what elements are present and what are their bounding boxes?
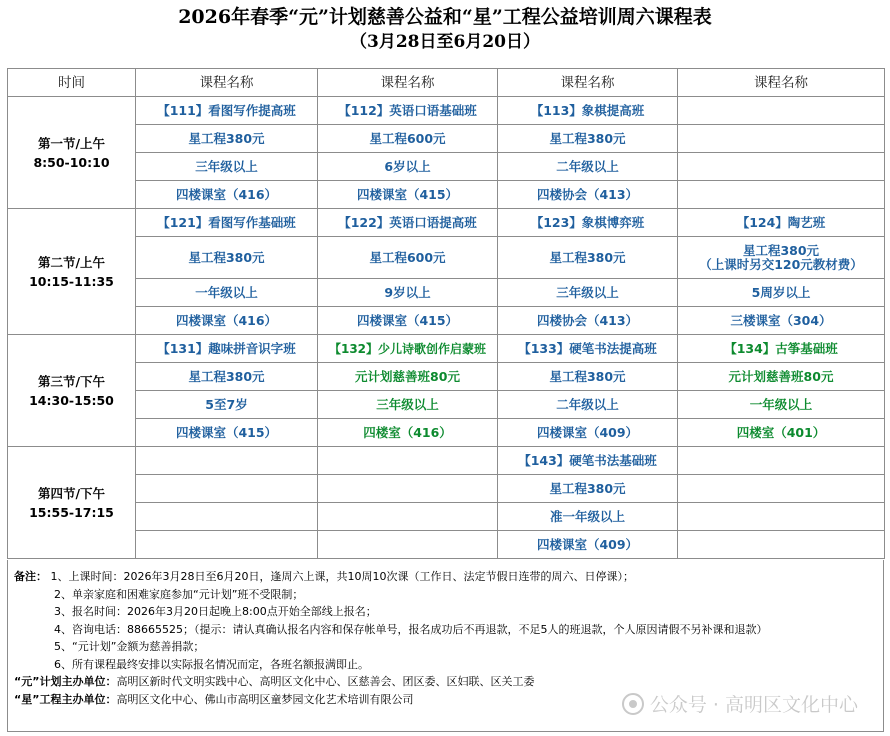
header-course-3: 课程名称: [498, 69, 678, 97]
session-2-room-row: [8, 307, 885, 335]
session-3-hours: 14:30-15:50: [29, 392, 114, 408]
page-title: 2026年春季“元”计划慈善公益和“星”工程公益培训周六课程表: [178, 6, 712, 28]
course-age: 二年级以上: [498, 153, 678, 181]
note-item-1: [14, 568, 877, 586]
course-room: 四楼协会（413）: [498, 181, 678, 209]
course-name: 【132】少儿诗歌创作启蒙班: [318, 335, 498, 363]
course-fee: 星工程380元: [136, 363, 318, 391]
course-name: 【121】看图写作基础班: [136, 209, 318, 237]
session-1-fee-row: [8, 125, 885, 153]
course-fee: 星工程600元: [318, 237, 498, 279]
notes-label: 备注：: [14, 570, 47, 583]
course-age: 三年级以上: [318, 391, 498, 419]
session-2-fee-row: [8, 237, 885, 279]
session-3-time: [8, 335, 136, 447]
note-item-4: [14, 621, 877, 639]
course-room: 四楼协会（413）: [498, 307, 678, 335]
course-name: 【122】英语口语提高班: [318, 209, 498, 237]
course-age: 一年级以上: [136, 279, 318, 307]
course-room: 四楼课室（415）: [318, 181, 498, 209]
course-room: [678, 181, 885, 209]
course-room: 四楼课室（415）: [318, 307, 498, 335]
course-room: 四楼课室（416）: [136, 181, 318, 209]
course-age: 二年级以上: [498, 391, 678, 419]
organizer-yuan: [14, 673, 877, 691]
note-text: 4、咨询电话：88665525；（提示：请认真确认报名内容和保存帐单号，报名成功后不再退款，不足5人的班退款，个人原因请假不另补课和退款）: [54, 622, 768, 636]
course-age: [318, 503, 498, 531]
course-name: 【111】看图写作提高班: [136, 97, 318, 125]
session-2-name-row: [8, 209, 885, 237]
schedule-table: [7, 68, 885, 559]
session-2-age-row: [8, 279, 885, 307]
session-1-hours: 8:50-10:10: [33, 154, 110, 170]
course-room: 四楼课室（409）: [498, 419, 678, 447]
course-age: 三年级以上: [498, 279, 678, 307]
session-4-label: 第四节/下午: [37, 485, 106, 501]
header-course-4: 课程名称: [678, 69, 885, 97]
session-4-age-row: [8, 503, 885, 531]
session-3-age-row: [8, 391, 885, 419]
organizer-xing-label: “星”工程主办单位：: [14, 692, 117, 706]
course-age: 5周岁以上: [678, 279, 885, 307]
course-room: 四楼室（416）: [318, 419, 498, 447]
session-4-name-row: [8, 447, 885, 475]
session-3-label: 第三节/下午: [37, 373, 106, 389]
session-1-time: [8, 97, 136, 209]
note-item-6: 6、所有课程最终安排以实际报名情况而定，各班名额报满即止。: [54, 657, 369, 671]
wechat-logo-icon: [622, 693, 644, 715]
course-name: 【113】象棋提高班: [498, 97, 678, 125]
course-name: [678, 97, 885, 125]
course-age: 准一年级以上: [498, 503, 678, 531]
course-fee: 星工程380元: [136, 125, 318, 153]
course-age: 6岁以上: [318, 153, 498, 181]
course-age: 一年级以上: [678, 391, 885, 419]
course-name: 【131】趣味拼音识字班: [136, 335, 318, 363]
course-fee: 星工程380元: [742, 242, 820, 258]
note-item-3: 3、报名时间：2026年3月20日起晚上8:00点开始全部线上报名；: [54, 605, 377, 618]
note-item-2: 2、单亲家庭和困难家庭参加“元计划”班不受限制；: [54, 587, 304, 601]
course-fee: [318, 475, 498, 503]
course-room: 三楼课室（304）: [678, 307, 885, 335]
course-fee: 元计划慈善班80元: [678, 363, 885, 391]
watermark: [622, 690, 858, 717]
course-name: 【123】象棋博弈班: [498, 209, 678, 237]
course-age: 三年级以上: [136, 153, 318, 181]
course-name: 【143】硬笔书法基础班: [498, 447, 678, 475]
header-time: 时间: [8, 69, 136, 97]
session-2-hours: 10:15-11:35: [29, 273, 114, 289]
course-name: 【124】陶艺班: [678, 209, 885, 237]
course-room: 四楼课室（409）: [498, 531, 678, 559]
course-room: [678, 531, 885, 559]
course-room: [136, 531, 318, 559]
course-fee: 星工程380元: [498, 363, 678, 391]
course-room: 四楼课室（415）: [136, 419, 318, 447]
organizer-yuan-label: “元”计划主办单位：: [14, 675, 117, 688]
page-subtitle: （3月28日至6月20日）: [350, 32, 540, 52]
course-fee: 元计划慈善班80元: [318, 363, 498, 391]
session-4-room-row: [8, 531, 885, 559]
course-fee: 星工程380元: [498, 237, 678, 279]
course-name: 【133】硬笔书法提高班: [498, 335, 678, 363]
session-1-label: 第一节/上午: [37, 135, 106, 151]
course-fee-note: （上课时另交120元教材费）: [699, 256, 863, 272]
organizer-yuan-text: 高明区新时代文明实践中心、高明区文化中心、区慈善会、团区委、区妇联、区关工委: [116, 675, 535, 688]
course-age: [136, 503, 318, 531]
session-1-name-row: [8, 97, 885, 125]
course-fee: [678, 475, 885, 503]
course-age: 5至7岁: [136, 391, 318, 419]
course-fee: [136, 475, 318, 503]
organizer-xing-text: 高明区文化中心、佛山市高明区童梦园文化艺术培训有限公司: [116, 692, 414, 706]
header-course-1: 课程名称: [136, 69, 318, 97]
course-name: [136, 447, 318, 475]
header-course-2: 课程名称: [318, 69, 498, 97]
course-fee-with-note: [678, 237, 885, 279]
course-fee: 星工程380元: [136, 237, 318, 279]
course-name: [318, 447, 498, 475]
title-block: [0, 4, 890, 54]
course-age: [678, 503, 885, 531]
course-name: [678, 447, 885, 475]
session-1-room-row: [8, 181, 885, 209]
course-age: 9岁以上: [318, 279, 498, 307]
session-3-room-row: [8, 419, 885, 447]
session-3-fee-row: [8, 363, 885, 391]
session-2-label: 第二节/上午: [37, 254, 106, 270]
course-fee: 星工程600元: [318, 125, 498, 153]
course-name: 【112】英语口语基础班: [318, 97, 498, 125]
session-1-age-row: [8, 153, 885, 181]
course-age: [678, 153, 885, 181]
course-fee: 星工程380元: [498, 125, 678, 153]
session-2-time: [8, 209, 136, 335]
session-4-time: [8, 447, 136, 559]
course-fee: [678, 125, 885, 153]
watermark-text: 公众号 · 高明区文化中心: [649, 694, 858, 716]
course-fee: 星工程380元: [498, 475, 678, 503]
session-4-hours: 15:55-17:15: [29, 504, 114, 520]
session-4-fee-row: [8, 475, 885, 503]
note-item-5: 5、“元计划”金额为慈善捐款；: [54, 640, 205, 653]
session-3-name-row: [8, 335, 885, 363]
course-room: [318, 531, 498, 559]
course-name: 【134】古筝基础班: [678, 335, 885, 363]
header-row: [8, 69, 885, 97]
note-text: 1、上课时间：2026年3月28日至6月20日，逢周六上课，共10周10次课（工作日、法定节假日连带的周六、日停课）；: [50, 570, 634, 583]
course-room: 四楼课室（416）: [136, 307, 318, 335]
course-room: 四楼室（401）: [678, 419, 885, 447]
